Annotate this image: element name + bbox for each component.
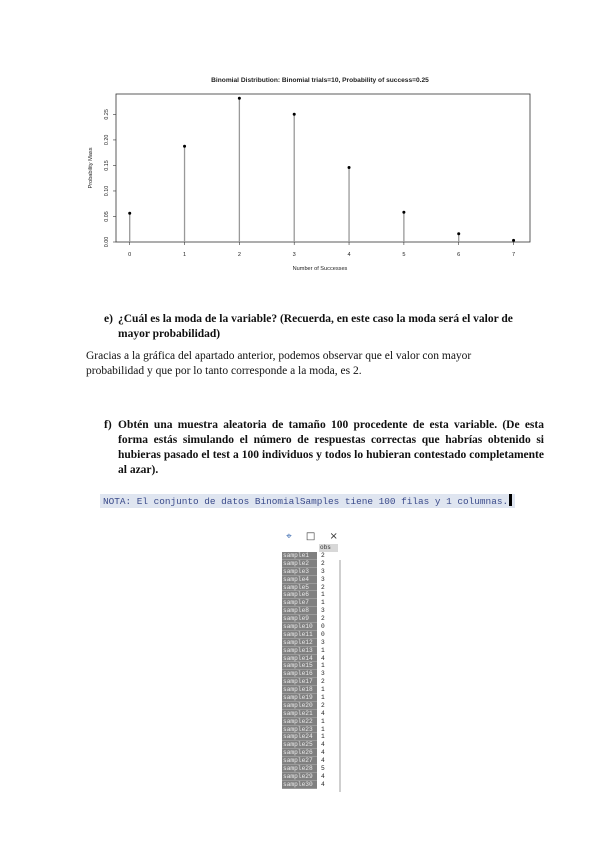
table-row[interactable] [282,781,337,789]
question-f [104,418,544,478]
y-tick-label: 0.00 [104,236,110,248]
row-value: 3 [321,607,325,615]
row-value: 0 [321,623,325,631]
y-tick-label: 0.15 [104,160,110,171]
row-name: sample17 [282,678,317,686]
row-name: sample3 [282,568,317,576]
answer-e: Gracias a la gráfica del apartado anterior, podemos observar que el valor con mayor probabilidad y que por lo tanto corresponde a la moda, es 2. [86,350,472,377]
table-row[interactable] [282,655,337,663]
row-name: sample20 [282,702,317,710]
table-row[interactable] [282,631,337,639]
row-name: sample2 [282,560,317,568]
row-value: 3 [321,575,325,583]
row-value: 1 [321,686,325,694]
table-row[interactable] [282,773,337,781]
data-point-6 [457,232,460,235]
row-value: 1 [321,599,325,607]
table-row[interactable] [282,568,337,576]
row-value: 2 [321,552,325,559]
x-tick-label: 2 [237,252,241,258]
row-value: 1 [321,591,325,599]
row-name: sample13 [282,647,317,655]
row-name: sample19 [282,694,317,702]
row-value: 1 [321,646,325,654]
row-value: 1 [321,725,325,733]
table-row[interactable] [282,552,337,560]
row-value: 2 [321,701,325,709]
y-axis-label: Probability Mass [88,147,94,189]
row-value: 3 [321,670,325,678]
data-point-3 [293,113,296,116]
row-value: 2 [321,678,325,686]
row-value: 2 [321,559,325,567]
row-value: 4 [321,757,325,765]
table-row[interactable] [282,749,337,757]
x-tick-label: 3 [292,252,296,258]
nota-output [100,494,515,508]
row-value: 3 [321,638,325,646]
row-value: 1 [321,717,325,725]
row-value: 1 [321,694,325,702]
row-name: sample16 [282,670,317,678]
question-e [104,312,532,342]
table-row[interactable] [282,607,337,615]
table-row[interactable] [282,662,337,670]
row-value: 4 [321,654,325,662]
row-name: sample27 [282,757,317,765]
y-tick-label: 0.25 [104,109,110,120]
row-name: sample22 [282,718,317,726]
row-value: 4 [321,780,325,788]
row-name: sample6 [282,591,317,599]
plot-frame [116,94,530,242]
table-row[interactable] [282,694,337,702]
row-name: sample7 [282,599,317,607]
data-viewer-window [279,528,345,792]
table-row[interactable] [282,678,337,686]
viewer-titlebar [279,528,345,544]
row-name: sample1 [282,552,317,560]
binomial-chart [78,72,538,282]
row-value: 1 [321,662,325,670]
x-tick-label: 7 [511,252,516,258]
vertical-scrollbar[interactable] [339,560,341,792]
y-tick-label: 0.05 [104,211,110,222]
row-value: 2 [321,615,325,623]
x-tick-label: 1 [182,252,187,258]
table-row[interactable] [282,718,337,726]
table-row[interactable] [282,639,337,647]
row-value: 5 [321,765,325,773]
question-f-label: f) [104,419,112,431]
row-name: sample30 [282,781,317,789]
table-row[interactable] [282,560,337,568]
y-tick-label: 0.20 [104,134,110,146]
row-value: 0 [321,630,325,638]
column-header-obs[interactable]: obs [319,544,338,552]
text-cursor [509,494,512,506]
question-e-text: ¿Cuál es la moda de la variable? (Recuerda, en este caso la moda será el valor de mayor probabilidad) [118,313,513,340]
row-name: sample24 [282,733,317,741]
question-e-label: e) [104,313,113,325]
table-row[interactable] [282,702,337,710]
data-point-1 [183,145,186,148]
row-value: 1 [321,733,325,741]
row-name: sample18 [282,686,317,694]
row-name: sample8 [282,607,317,615]
table-row[interactable] [282,741,337,749]
table-row[interactable] [282,615,337,623]
x-tick-label: 6 [457,252,461,258]
table-row[interactable] [282,576,337,584]
row-value: 2 [321,583,325,591]
row-value: 4 [321,749,325,757]
table-row[interactable] [282,710,337,718]
row-name: sample9 [282,615,317,623]
chart-title: Binomial Distribution: Binomial trials=10, Probability of success=0.25 [211,77,429,84]
data-point-0 [128,212,131,215]
pin-icon[interactable]: ⌖ [286,530,292,542]
x-tick-label: 5 [402,252,406,258]
question-f-text: Obtén una muestra aleatoria de tamaño 100 procedente de esta variable. (De esta forma estás simulando el número de respuestas correctas que habrías obtenido si hubieras pasado el test a 100 individuos y todos lo hubieran contestado completamente al azar). [118,419,544,476]
row-value: 4 [321,709,325,717]
row-name: sample5 [282,584,317,592]
table-row[interactable] [282,599,337,607]
nota-text: NOTA: El conjunto de datos BinomialSamples tiene 100 filas y 1 columnas. [103,496,509,507]
table-row[interactable] [282,670,337,678]
table-row[interactable] [282,765,337,773]
table-row[interactable] [282,686,337,694]
table-row[interactable] [282,647,337,655]
row-name: sample25 [282,741,317,749]
close-icon[interactable]: × [329,530,338,542]
y-tick-label: 0.10 [104,185,110,197]
table-row[interactable] [282,591,337,599]
row-name: sample23 [282,726,317,734]
row-name: sample11 [282,631,317,639]
row-name: sample10 [282,623,317,631]
table-row[interactable] [282,757,337,765]
data-point-4 [348,166,351,169]
row-value: 4 [321,741,325,749]
table-row[interactable] [282,726,337,734]
row-name: sample26 [282,749,317,757]
table-row[interactable] [282,733,337,741]
row-name: sample15 [282,662,317,670]
table-row[interactable] [282,623,337,631]
data-point-7 [512,239,515,242]
table-row[interactable] [282,584,337,592]
x-axis-label: Number of Successes [292,266,348,272]
data-rows [282,552,337,789]
data-point-5 [402,211,405,214]
data-point-2 [238,97,241,100]
row-name: sample12 [282,639,317,647]
row-name: sample21 [282,710,317,718]
row-name: sample29 [282,773,317,781]
x-tick-label: 0 [128,252,132,258]
row-value: 4 [321,772,325,780]
row-name: sample28 [282,765,317,773]
row-value: 3 [321,567,325,575]
row-name: sample4 [282,576,317,584]
restore-icon[interactable]: □ [305,530,316,542]
row-name: sample14 [282,655,317,663]
x-tick-label: 4 [347,252,351,258]
